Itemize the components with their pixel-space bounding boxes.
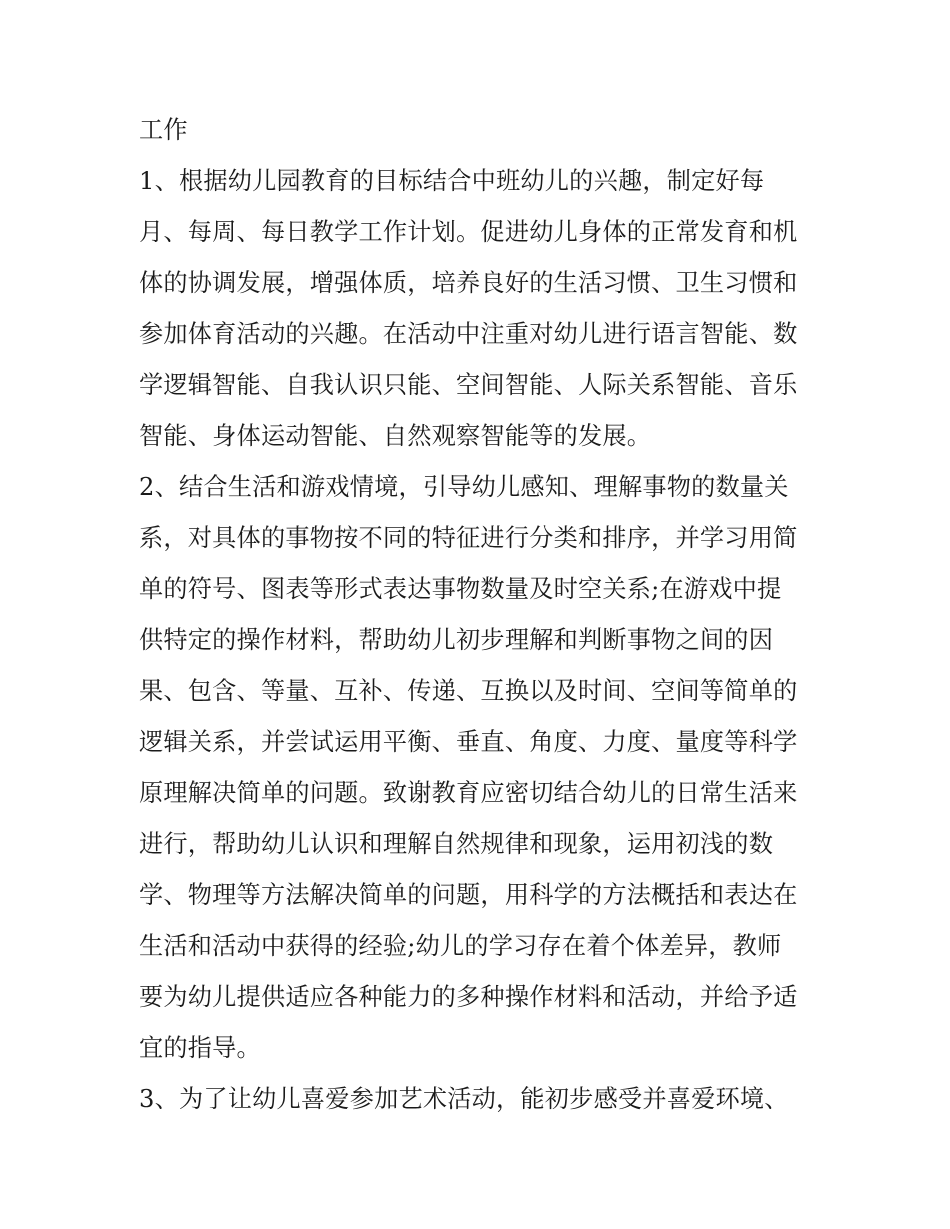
text-line: 逻辑关系，并尝试运用平衡、垂直、角度、力度、量度等科学 <box>139 728 798 756</box>
text-line: 智能、身体运动智能、自然观察智能等的发展。 <box>139 422 652 450</box>
text-line: 1、根据幼儿园教育的目标结合中班幼儿的兴趣，制定好每 <box>139 167 765 195</box>
text-line: 要为幼儿提供适应各种能力的多种操作材料和活动，并给予适 <box>139 983 798 1011</box>
text-line: 单的符号、图表等形式表达事物数量及时空关系;在游戏中提 <box>139 575 782 603</box>
text-line: 学、物理等方法解决简单的问题，用科学的方法概括和表达在 <box>139 881 798 909</box>
text-line: 原理解决简单的问题。致谢教育应密切结合幼儿的日常生活来 <box>139 779 798 807</box>
text-line: 体的协调发展，增强体质，培养良好的生活习惯、卫生习惯和 <box>139 269 798 297</box>
text-line: 果、包含、等量、互补、传递、互换以及时间、空间等简单的 <box>139 677 798 705</box>
text-line: 进行，帮助幼儿认识和理解自然规律和现象，运用初浅的数 <box>139 830 774 858</box>
text-line: 宜的指导。 <box>139 1034 261 1062</box>
text-line: 工作 <box>139 116 188 144</box>
text-line: 2、结合生活和游戏情境，引导幼儿感知、理解事物的数量关 <box>139 473 789 501</box>
text-line: 学逻辑智能、自我认识只能、空间智能、人际关系智能、音乐 <box>139 371 798 399</box>
text-line: 生活和活动中获得的经验;幼儿的学习存在着个体差异，教师 <box>139 932 782 960</box>
text-line: 月、每周、每日教学工作计划。促进幼儿身体的正常发育和机 <box>139 218 798 246</box>
text-line: 3、为了让幼儿喜爱参加艺术活动，能初步感受并喜爱环境、 <box>139 1085 789 1113</box>
text-line: 系，对具体的事物按不同的特征进行分类和排序，并学习用简 <box>139 524 798 552</box>
text-line: 供特定的操作材料，帮助幼儿初步理解和判断事物之间的因 <box>139 626 774 654</box>
text-line: 参加体育活动的兴趣。在活动中注重对幼儿进行语言智能、数 <box>139 320 798 348</box>
